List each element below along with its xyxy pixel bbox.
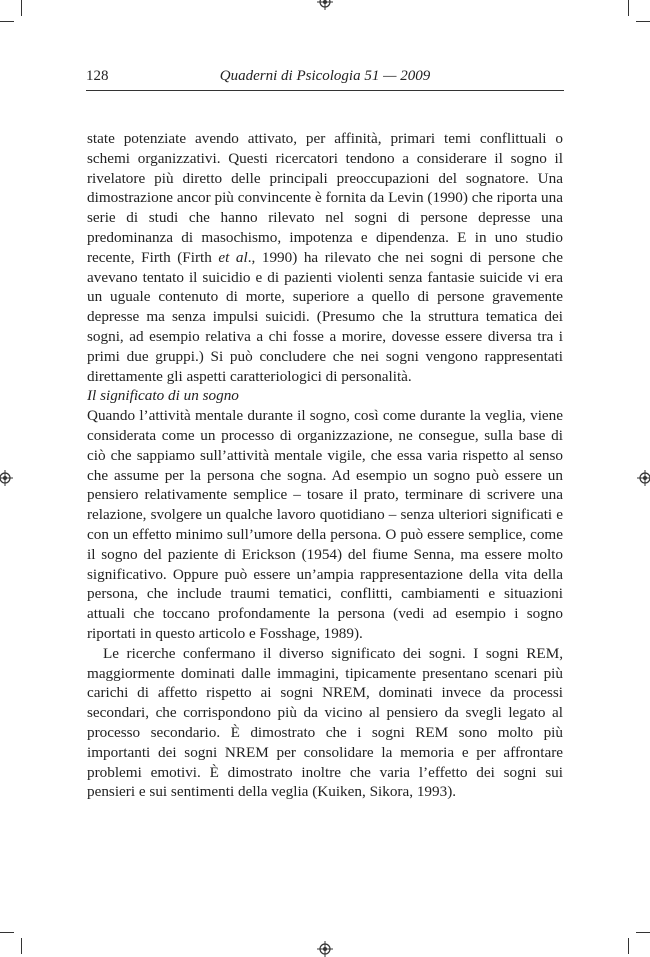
crop-mark	[21, 0, 22, 16]
running-header	[86, 66, 564, 91]
journal-title: Quaderni di Psicologia 51 — 2009	[219, 68, 431, 84]
registration-mark-icon	[0, 470, 13, 486]
crop-mark	[636, 21, 650, 22]
paragraph: state potenziate avendo attivato, per affinità, primari temi conflittuali o schemi organizzativi. Questi ricercatori tendono a considerare il sogno il rivelatore più diretto delle principali preoccupazioni del sognatore. Una dimostrazione ancor più convincente è fornita da Levin (1990) che riporta una serie di studi che hanno rilevato nel sogni di persone depresse una predominanza di masochismo, impotenza e dipendenza. E in uno studio recente, Firth (Firth et al., 1990) ha rilevato che nei sogni di persone che avevano tentato il suicidio e di pazienti violenti senza fantasie suicide vi era un uguale contenuto di morte, superiore a quello di persone gravemente depresse ma senza impulsi suicidi. (Presumo che la struttura tematica dei sogni, ad esempio relativa a chi fosse a morire, dovesse essere diversa tra i primi due gruppi.) Si può concludere che nei sogni vengono rappresentati direttamente gli aspetti caratteriologici di personalità.	[87, 130, 563, 385]
crop-mark	[636, 932, 650, 933]
italic-text: et al	[218, 248, 248, 266]
section-heading: Il significato di un sogno	[87, 387, 239, 405]
registration-mark-icon	[317, 0, 333, 10]
page-number: 128	[86, 68, 109, 84]
registration-mark-icon	[637, 470, 650, 486]
crop-mark	[0, 21, 14, 22]
crop-mark	[628, 938, 629, 954]
registration-mark-icon	[317, 941, 333, 957]
crop-mark	[21, 938, 22, 954]
article-body	[87, 129, 563, 802]
paragraph: Le ricerche confermano il diverso significato dei sogni. I sogni REM, maggiormente dominati dalle immagini, tipicamente presentano scenari più carichi di affetto rispetto ai sogni NREM, dominati invece da processi secondari, che corrispondono più da vicino al pensiero da svegli legato al processo secondario. È dimostrato che i sogni REM sono molto più importanti dei sogni NREM per consolidare la memoria e per affrontare problemi emotivi. È dimostrato inoltre che varia l’effetto dei sogni sui pensieri e sui sentimenti della veglia (Kuiken, Sikora, 1993).	[87, 644, 563, 801]
crop-mark	[628, 0, 629, 16]
crop-mark	[0, 932, 14, 933]
paragraph: Quando l’attività mentale durante il sogno, così come durante la veglia, viene considerata come un processo di organizzazione, ne consegue, sulla base di ciò che sappiamo sull’attività mentale vigile, che essa varia rispetto al senso che assume per la persona che sogna. Ad esempio un sogno può essere un pensiero relativamente semplice – tosare il prato, terminare di scrivere una relazione, svolgere un qualche lavoro quotidiano – senza ulteriori significati e con un effetto minimo sull’umore della persona. O può essere semplice, come il sogno del paziente di Erickson (1954) del fiume Senna, ma essere molto significativo. Oppure può essere un’ampia rappresentazione della vita della persona, che include traumi tematici, conflitti, cambiamenti e situazioni attuali che toccano profondamente la persona (vedi ad esempio i sogno riportati in questo articolo e Fosshage, 1989).	[87, 407, 563, 642]
